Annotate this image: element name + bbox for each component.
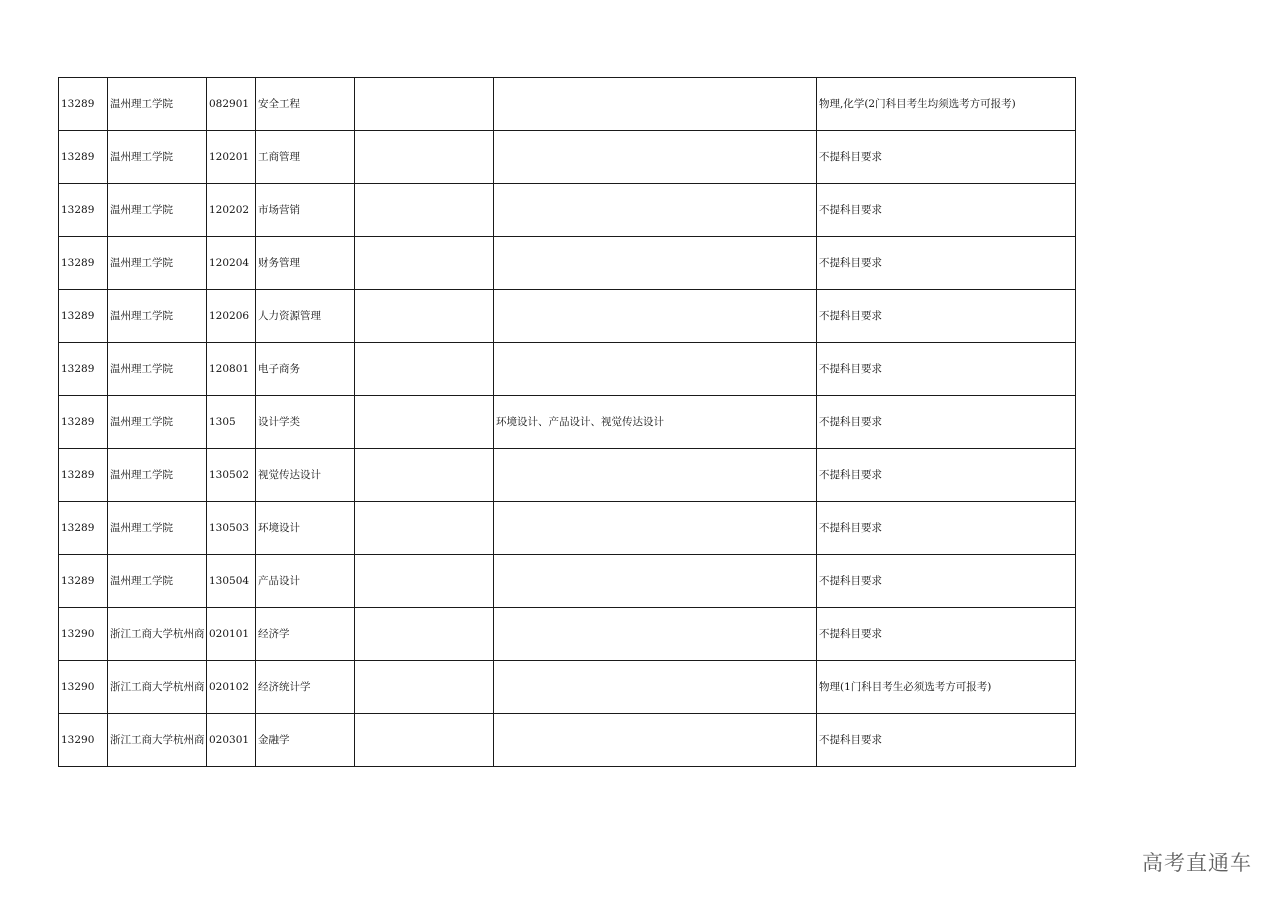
note-cell [355, 131, 494, 184]
table-row [59, 237, 1076, 290]
note-cell [355, 78, 494, 131]
subject-requirement-cell: 不提科目要求 [817, 343, 1076, 396]
school-name-cell: 浙江工商大学杭州商 [108, 661, 207, 714]
major-name-cell: 安全工程 [256, 78, 355, 131]
included-majors-cell [494, 343, 817, 396]
major-name-cell: 市场营销 [256, 184, 355, 237]
table-row [59, 184, 1076, 237]
school-code-cell: 13289 [59, 555, 108, 608]
school-name-cell: 温州理工学院 [108, 131, 207, 184]
major-name-cell: 经济统计学 [256, 661, 355, 714]
major-name-cell: 产品设计 [256, 555, 355, 608]
major-name-cell: 设计学类 [256, 396, 355, 449]
major-code-cell: 120201 [207, 131, 256, 184]
note-cell [355, 661, 494, 714]
note-cell [355, 237, 494, 290]
major-name-cell: 经济学 [256, 608, 355, 661]
subject-requirement-cell: 不提科目要求 [817, 449, 1076, 502]
school-code-cell: 13289 [59, 78, 108, 131]
subject-requirement-table [58, 77, 1076, 767]
major-code-cell: 1305 [207, 396, 256, 449]
included-majors-cell [494, 608, 817, 661]
subject-requirement-cell: 不提科目要求 [817, 714, 1076, 767]
school-name-cell: 温州理工学院 [108, 343, 207, 396]
note-cell [355, 184, 494, 237]
subject-requirement-cell: 物理(1门科目考生必须选考方可报考) [817, 661, 1076, 714]
note-cell [355, 290, 494, 343]
included-majors-cell [494, 184, 817, 237]
table-row [59, 608, 1076, 661]
major-code-cell: 020101 [207, 608, 256, 661]
included-majors-cell [494, 449, 817, 502]
note-cell [355, 502, 494, 555]
major-name-cell: 环境设计 [256, 502, 355, 555]
major-code-cell: 120204 [207, 237, 256, 290]
table-body [59, 78, 1076, 767]
table-row [59, 449, 1076, 502]
major-name-cell: 电子商务 [256, 343, 355, 396]
school-code-cell: 13289 [59, 449, 108, 502]
included-majors-cell [494, 555, 817, 608]
note-cell [355, 343, 494, 396]
school-name-cell: 温州理工学院 [108, 502, 207, 555]
included-majors-cell: 环境设计、产品设计、视觉传达设计 [494, 396, 817, 449]
watermark-logo: 高考直通车 [1142, 851, 1252, 875]
table-row [59, 78, 1076, 131]
school-code-cell: 13289 [59, 237, 108, 290]
table-row [59, 502, 1076, 555]
school-code-cell: 13289 [59, 131, 108, 184]
included-majors-cell [494, 661, 817, 714]
table-row [59, 714, 1076, 767]
note-cell [355, 396, 494, 449]
note-cell [355, 608, 494, 661]
subject-requirement-cell: 不提科目要求 [817, 290, 1076, 343]
subject-requirement-cell: 不提科目要求 [817, 237, 1076, 290]
school-code-cell: 13289 [59, 502, 108, 555]
major-name-cell: 视觉传达设计 [256, 449, 355, 502]
included-majors-cell [494, 131, 817, 184]
major-code-cell: 130503 [207, 502, 256, 555]
major-code-cell: 120801 [207, 343, 256, 396]
subject-requirement-cell: 物理,化学(2门科目考生均须选考方可报考) [817, 78, 1076, 131]
major-name-cell: 财务管理 [256, 237, 355, 290]
school-code-cell: 13290 [59, 608, 108, 661]
subject-requirement-cell: 不提科目要求 [817, 555, 1076, 608]
major-code-cell: 082901 [207, 78, 256, 131]
school-name-cell: 温州理工学院 [108, 449, 207, 502]
major-code-cell: 120202 [207, 184, 256, 237]
table-row [59, 290, 1076, 343]
school-name-cell: 温州理工学院 [108, 555, 207, 608]
included-majors-cell [494, 714, 817, 767]
school-name-cell: 浙江工商大学杭州商 [108, 714, 207, 767]
major-code-cell: 020301 [207, 714, 256, 767]
school-code-cell: 13289 [59, 396, 108, 449]
major-name-cell: 金融学 [256, 714, 355, 767]
major-code-cell: 130502 [207, 449, 256, 502]
school-code-cell: 13289 [59, 184, 108, 237]
school-code-cell: 13289 [59, 343, 108, 396]
subject-requirement-cell: 不提科目要求 [817, 608, 1076, 661]
school-name-cell: 温州理工学院 [108, 237, 207, 290]
major-name-cell: 工商管理 [256, 131, 355, 184]
included-majors-cell [494, 290, 817, 343]
school-code-cell: 13290 [59, 714, 108, 767]
note-cell [355, 714, 494, 767]
note-cell [355, 449, 494, 502]
table-row [59, 131, 1076, 184]
table-row [59, 343, 1076, 396]
school-code-cell: 13290 [59, 661, 108, 714]
school-name-cell: 温州理工学院 [108, 184, 207, 237]
table-row [59, 555, 1076, 608]
subject-requirement-cell: 不提科目要求 [817, 184, 1076, 237]
school-name-cell: 温州理工学院 [108, 290, 207, 343]
subject-requirement-cell: 不提科目要求 [817, 131, 1076, 184]
included-majors-cell [494, 502, 817, 555]
table-row [59, 396, 1076, 449]
school-name-cell: 浙江工商大学杭州商 [108, 608, 207, 661]
school-name-cell: 温州理工学院 [108, 396, 207, 449]
major-code-cell: 130504 [207, 555, 256, 608]
subject-requirement-cell: 不提科目要求 [817, 396, 1076, 449]
table-row [59, 661, 1076, 714]
school-code-cell: 13289 [59, 290, 108, 343]
note-cell [355, 555, 494, 608]
school-name-cell: 温州理工学院 [108, 78, 207, 131]
major-code-cell: 020102 [207, 661, 256, 714]
subject-requirement-cell: 不提科目要求 [817, 502, 1076, 555]
included-majors-cell [494, 237, 817, 290]
included-majors-cell [494, 78, 817, 131]
major-code-cell: 120206 [207, 290, 256, 343]
major-name-cell: 人力资源管理 [256, 290, 355, 343]
